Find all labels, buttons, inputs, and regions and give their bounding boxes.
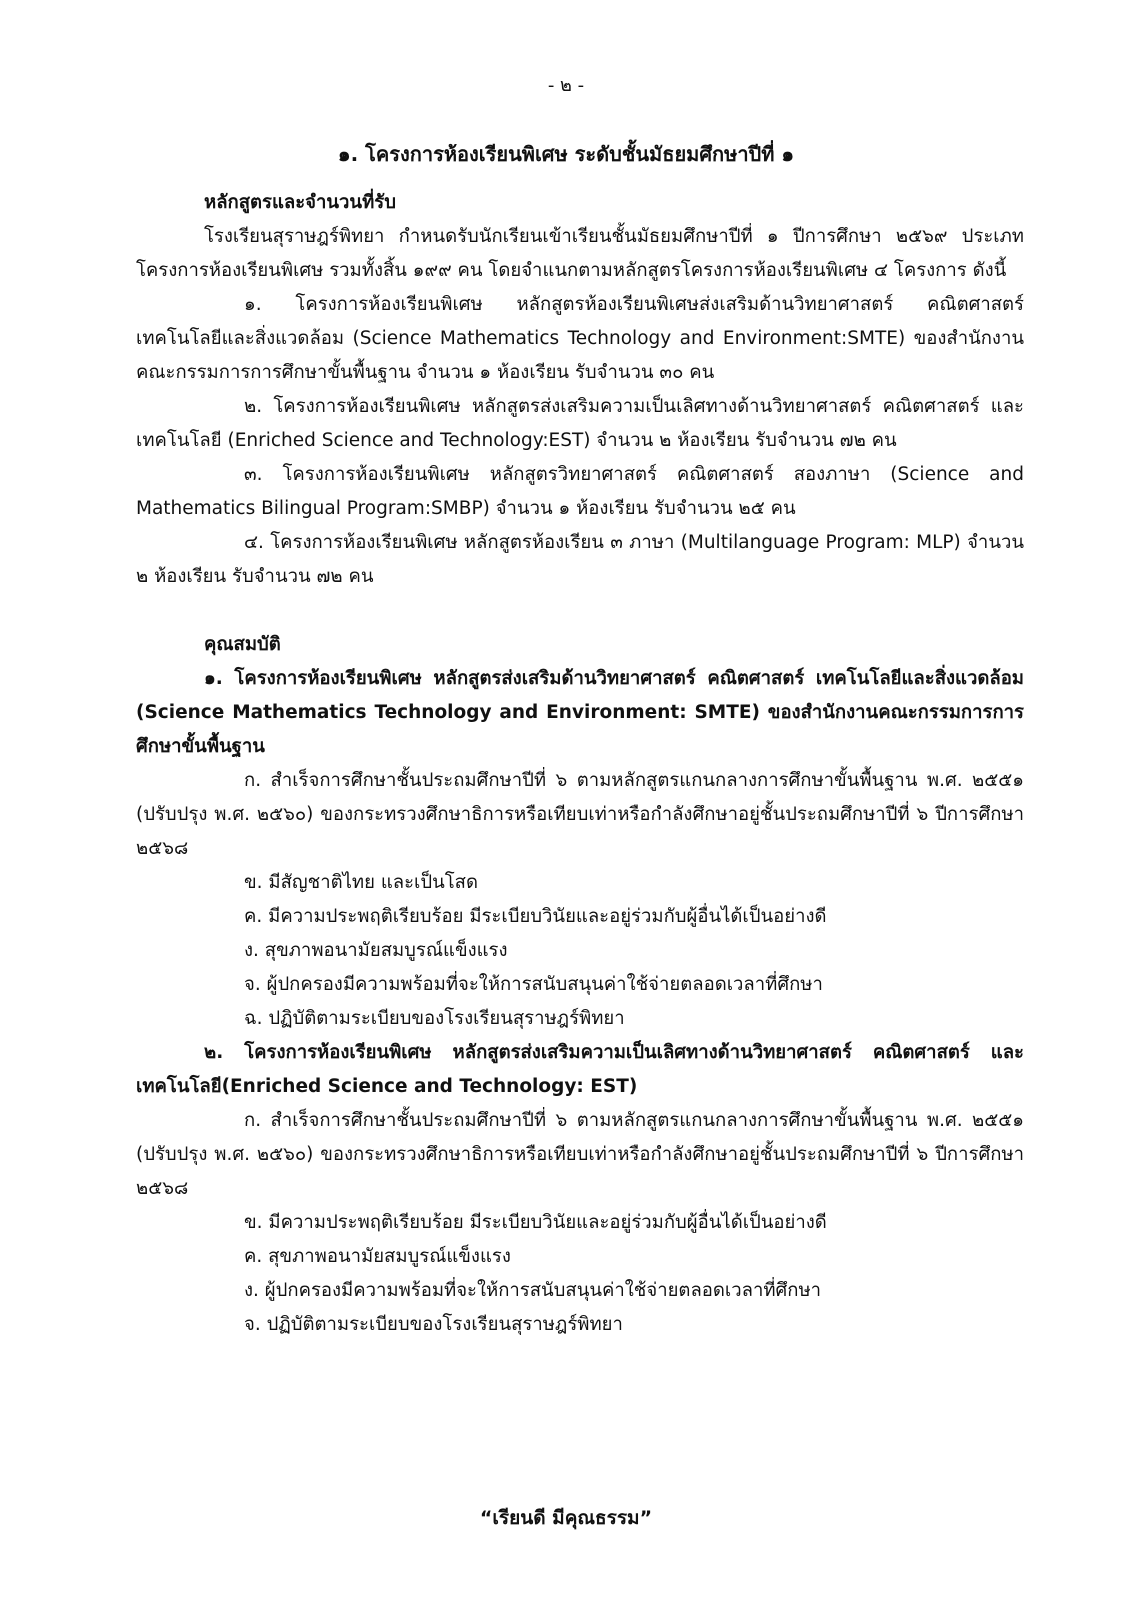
curriculum-item-2: ๒. โครงการห้องเรียนพิเศษ หลักสูตรส่งเสริมความเป็นเลิศทางด้านวิทยาศาสตร์ คณิตศาสตร์ และเทคโนโลยี (Enriched Science and Technology:EST) จำนวน ๒ ห้องเรียน รับจำนวน ๗๒ คน: [136, 396, 1024, 451]
qualification-1-item-f: ฉ. ปฏิบัติตามระเบียบของโรงเรียนสุราษฎร์พิทยา: [244, 1008, 625, 1029]
qualification-1-item-e: จ. ผู้ปกครองมีความพร้อมที่จะให้การสนับสนุนค่าใช้จ่ายตลอดเวลาที่ศึกษา: [244, 974, 823, 995]
qualification-section-2-title: ๒. โครงการห้องเรียนพิเศษ หลักสูตรส่งเสริมความเป็นเลิศทางด้านวิทยาศาสตร์ คณิตศาสตร์ และเทคโนโลยี(Enriched Science and Technology: EST): [136, 1042, 1024, 1097]
school-motto: “เรียนดี มีคุณธรรม”: [479, 1507, 653, 1529]
section-gap: [136, 594, 1024, 628]
curriculum-intro: โรงเรียนสุราษฎร์พิทยา กำหนดรับนักเรียนเข้าเรียนชั้นมัธยมศึกษาปีที่ ๑ ปีการศึกษา ๒๕๖๙ ประเภทโครงการห้องเรียนพิเศษ รวมทั้งสิ้น ๑๙๙ คน โดยจำแนกตามหลักสูตรโครงการห้องเรียนพิเศษ ๔ โครงการ ดังนี้: [136, 226, 1024, 281]
qualification-section-1-title: ๑. โครงการห้องเรียนพิเศษ หลักสูตรส่งเสริมด้านวิทยาศาสตร์ คณิตศาสตร์ เทคโนโลยีและสิ่งแวดล้อม (Science Mathematics Technology and Environment: SMTE) ของสำนักงานคณะกรรมการการศึกษาขั้นพื้นฐาน: [136, 668, 1024, 757]
qualification-1-item-b: ข. มีสัญชาติไทย และเป็นโสด: [244, 872, 478, 893]
qualifications-heading: คุณสมบัติ: [204, 634, 281, 655]
qualification-2-item-b: ข. มีความประพฤติเรียบร้อย มีระเบียบวินัยและอยู่ร่วมกับผู้อื่นได้เป็นอย่างดี: [244, 1212, 827, 1233]
qualification-1-item-c: ค. มีความประพฤติเรียบร้อย มีระเบียบวินัยและอยู่ร่วมกับผู้อื่นได้เป็นอย่างดี: [244, 906, 827, 927]
qualification-1-item-a: ก. สำเร็จการศึกษาชั้นประถมศึกษาปีที่ ๖ ตามหลักสูตรแกนกลางการศึกษาขั้นพื้นฐาน พ.ศ. ๒๕๕๑ (ปรับปรุง พ.ศ. ๒๕๖๐) ของกระทรวงศึกษาธิการหรือเทียบเท่าหรือกำลังศึกษาอยู่ชั้นประถมศึกษาปีที่ ๖ ปีการศึกษา ๒๕๖๘: [136, 770, 1024, 859]
qualification-2-item-c: ค. สุขภาพอนามัยสมบูรณ์แข็งแรง: [244, 1246, 511, 1267]
qualification-2-item-e: จ. ปฏิบัติตามระเบียบของโรงเรียนสุราษฎร์พิทยา: [244, 1314, 623, 1335]
curriculum-item-1: ๑. โครงการห้องเรียนพิเศษ หลักสูตรห้องเรียนพิเศษส่งเสริมด้านวิทยาศาสตร์ คณิตศาสตร์ เทคโนโลยีและสิ่งแวดล้อม (Science Mathematics Technology and Environment:SMTE) ของสำนักงานคณะกรรมการการศึกษาขั้นพื้นฐาน จำนวน ๑ ห้องเรียน รับจำนวน ๓๐ คน: [136, 294, 1024, 383]
curriculum-heading: หลักสูตรและจำนวนที่รับ: [204, 192, 396, 213]
qualification-1-item-d: ง. สุขภาพอนามัยสมบูรณ์แข็งแรง: [244, 940, 508, 961]
curriculum-item-4: ๔. โครงการห้องเรียนพิเศษ หลักสูตรห้องเรียน ๓ ภาษา (Multilanguage Program: MLP) จำนวน ๒ ห้องเรียน รับจำนวน ๗๒ คน: [136, 532, 1024, 587]
page-number: - ๒ -: [547, 75, 585, 96]
page-title: ๑. โครงการห้องเรียนพิเศษ ระดับชั้นมัธยมศึกษาปีที่ ๑: [337, 142, 795, 166]
qualification-2-item-d: ง. ผู้ปกครองมีความพร้อมที่จะให้การสนับสนุนค่าใช้จ่ายตลอดเวลาที่ศึกษา: [244, 1280, 822, 1301]
qualification-2-item-a: ก. สำเร็จการศึกษาชั้นประถมศึกษาปีที่ ๖ ตามหลักสูตรแกนกลางการศึกษาขั้นพื้นฐาน พ.ศ. ๒๕๕๑ (ปรับปรุง พ.ศ. ๒๕๖๐) ของกระทรวงศึกษาธิการหรือเทียบเท่าหรือกำลังศึกษาอยู่ชั้นประถมศึกษาปีที่ ๖ ปีการศึกษา ๒๕๖๘: [136, 1110, 1024, 1199]
curriculum-item-3: ๓. โครงการห้องเรียนพิเศษ หลักสูตรวิทยาศาสตร์ คณิตศาสตร์ สองภาษา (Science and Mathematics Bilingual Program:SMBP) จำนวน ๑ ห้องเรียน รับจำนวน ๒๕ คน: [136, 464, 1024, 519]
document-body: [136, 186, 1024, 1342]
